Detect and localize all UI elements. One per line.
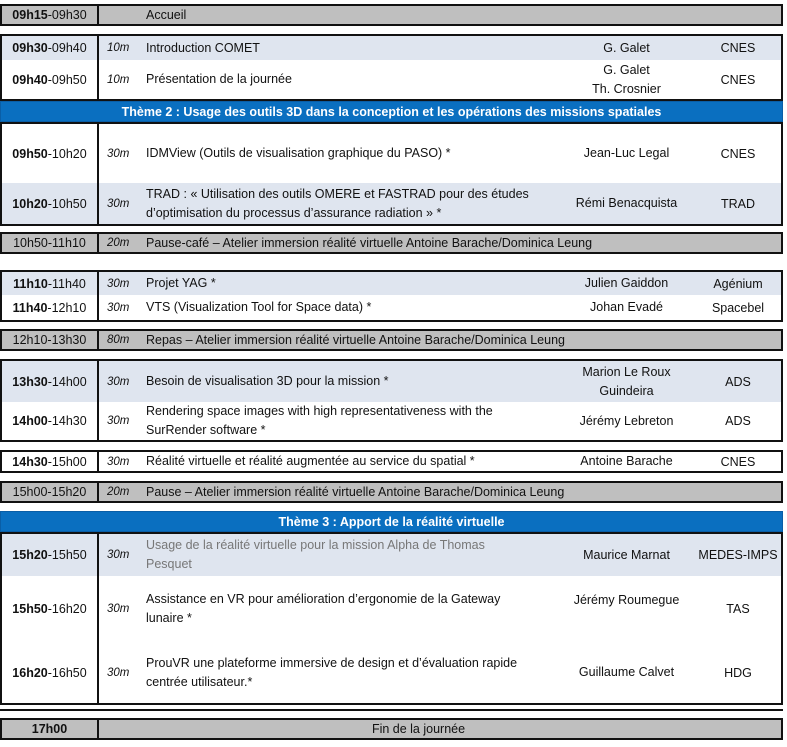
time-end: -10h20 <box>47 146 87 161</box>
session-title: Réalité virtuelle et réalité augmentée au service du spatial * <box>146 454 475 468</box>
time-end: -09h50 <box>47 72 87 87</box>
duration: 80m <box>107 334 130 346</box>
time-cell <box>2 452 99 471</box>
table-row <box>2 60 781 99</box>
time-cell <box>2 183 99 224</box>
time-start: 09h40 <box>12 72 48 87</box>
table-row <box>2 124 781 183</box>
speaker-line: Jérémy Roumegue <box>573 592 680 607</box>
time-start: 13h30 <box>12 374 48 389</box>
duration: 30m <box>107 666 130 679</box>
session-title: Introduction COMET <box>146 40 260 55</box>
speaker-line: Guindeira <box>599 383 654 398</box>
table-row <box>2 183 781 224</box>
time-start: 10h20 <box>12 196 48 211</box>
table-row <box>2 361 781 402</box>
session-title: Pause-café – Atelier immersion réalité virtuelle Antoine Barache/Dominica Leung <box>146 235 593 250</box>
speaker <box>558 576 695 642</box>
speaker: Guillaume Calvet <box>578 665 675 679</box>
time-cell <box>2 272 99 295</box>
table-row <box>2 36 781 60</box>
block-theme2 <box>0 122 783 226</box>
time-start: 09h15 <box>12 8 48 22</box>
time-start: 09h50 <box>12 146 48 161</box>
speaker <box>558 60 695 99</box>
organization: ADS <box>725 414 751 428</box>
theme-header: Thème 2 : Usage des outils 3D dans la conception et les opérations des missions spatiales <box>0 101 783 122</box>
time-cell <box>2 6 99 24</box>
block-pause <box>0 481 783 503</box>
speaker-line: Marion Le Roux <box>582 364 671 379</box>
title-line: lunaire * <box>146 611 192 625</box>
organization: CNES <box>720 72 756 87</box>
time-cell <box>2 534 99 576</box>
time-cell <box>2 60 99 99</box>
duration: 30m <box>107 197 130 210</box>
block-afternoon-2 <box>0 450 783 473</box>
time-start: 11h40 <box>12 300 48 315</box>
table-row <box>2 534 781 576</box>
table-row <box>2 452 781 471</box>
organization: CNES <box>720 146 756 161</box>
session-title: Repas – Atelier immersion réalité virtuelle Antoine Barache/Dominica Leung <box>146 332 565 347</box>
organization: MEDES-IMPS <box>698 548 778 562</box>
speaker <box>558 361 695 402</box>
table-row <box>2 483 781 501</box>
block-theme3 <box>0 532 783 705</box>
time-start: 09h30 <box>12 41 48 55</box>
title-line: ProuVR une plateforme immersive de design et d’évaluation rapide <box>146 655 518 670</box>
speaker: Jérémy Lebreton <box>579 413 674 428</box>
time-end: -09h40 <box>47 41 87 55</box>
speaker: Jean-Luc Legal <box>583 146 670 160</box>
table-row <box>2 234 781 252</box>
speaker: Rémi Benacquista <box>575 196 678 210</box>
title-line: SurRender software * <box>146 423 266 437</box>
block-tools <box>0 270 783 322</box>
session-title: IDMView (Outils de visualisation graphique du PASO) * <box>146 146 451 160</box>
duration: 30m <box>107 147 130 160</box>
time-end: -14h00 <box>47 374 87 389</box>
table-row <box>2 576 781 642</box>
session-title <box>146 642 558 703</box>
organization: TAS <box>726 602 750 616</box>
time-end: -09h30 <box>47 8 87 22</box>
speaker-line: Th. Crosnier <box>592 81 661 96</box>
divider <box>0 709 783 711</box>
time-cell <box>2 36 99 60</box>
session-title: Présentation de la journée <box>146 72 292 86</box>
time-end: -10h50 <box>47 196 87 211</box>
session-title <box>146 183 558 224</box>
time-cell <box>2 124 99 183</box>
block-intro <box>0 34 783 101</box>
session-title: Projet YAG * <box>146 276 216 290</box>
time-start: 16h20 <box>12 665 48 680</box>
session-title: VTS (Visualization Tool for Space data) * <box>146 300 372 314</box>
organization: CNES <box>720 41 756 55</box>
table-row <box>2 402 781 440</box>
title-line: Rendering space images with high representativeness with the <box>146 404 493 418</box>
speaker: Maurice Marnat <box>583 547 670 562</box>
session-title: Accueil <box>146 7 187 22</box>
duration: 30m <box>107 455 130 468</box>
block-accueil <box>0 4 783 26</box>
title-line: d’optimisation du processus d’assurance radiation » * <box>146 205 442 220</box>
time-cell <box>2 361 99 402</box>
duration: 30m <box>107 415 130 427</box>
session-title: Besoin de visualisation 3D pour la mission * <box>146 374 389 388</box>
speaker: G. Galet <box>603 40 650 55</box>
duration: 30m <box>107 549 130 561</box>
table-row <box>2 6 781 24</box>
theme-header: Thème 3 : Apport de la réalité virtuelle <box>0 511 783 532</box>
time-start: 11h10 <box>13 276 48 291</box>
title-line: centrée utilisateur.* <box>146 674 253 689</box>
time-end: -16h20 <box>47 602 87 616</box>
block-end <box>0 718 783 740</box>
speaker-line: G. Galet <box>603 62 650 77</box>
duration: 10m <box>107 73 130 86</box>
time-start: 14h00 <box>12 414 48 428</box>
block-afternoon-1 <box>0 359 783 442</box>
session-title <box>146 576 558 642</box>
duration: 30m <box>107 301 130 314</box>
time-cell <box>2 402 99 440</box>
time-start: 15h50 <box>12 602 48 616</box>
table-row <box>2 272 781 295</box>
time-end: -14h30 <box>47 414 87 428</box>
title-line: Usage de la réalité virtuelle pour la mission Alpha de Thomas <box>146 538 485 552</box>
duration: 30m <box>107 603 130 615</box>
organization: HDG <box>724 665 752 680</box>
time-end: -11h40 <box>47 276 86 291</box>
time-cell: 12h10-13h30 <box>2 331 99 349</box>
time-cell: 17h00 <box>2 720 99 738</box>
time-cell <box>2 642 99 703</box>
time-end: -15h00 <box>47 454 87 469</box>
speaker: Julien Gaiddon <box>584 276 669 290</box>
speaker: Antoine Barache <box>580 454 673 468</box>
table-row <box>2 642 781 703</box>
session-title <box>146 534 558 576</box>
time-cell: 15h00-15h20 <box>2 483 99 501</box>
block-pause-cafe <box>0 232 783 254</box>
time-cell <box>2 576 99 642</box>
duration: 30m <box>107 277 130 290</box>
session-title <box>146 402 558 440</box>
organization: ADS <box>725 374 751 389</box>
table-row <box>2 331 781 349</box>
duration: 30m <box>107 375 130 388</box>
duration: 20m <box>107 237 130 249</box>
organization: Agénium <box>713 276 763 291</box>
table-row <box>2 720 781 738</box>
block-repas <box>0 329 783 351</box>
time-end: -16h50 <box>47 665 87 680</box>
session-title: Fin de la journée <box>371 721 466 736</box>
title-line: TRAD : « Utilisation des outils OMERE et FASTRAD pour des études <box>146 186 529 201</box>
time-cell <box>2 295 99 320</box>
time-cell: 10h50-11h10 <box>2 234 99 252</box>
time-start: 14h30 <box>12 454 48 469</box>
organization: TRAD <box>720 196 756 211</box>
title-line: Pesquet <box>146 557 192 571</box>
table-row <box>2 295 781 320</box>
speaker: Johan Evadé <box>590 300 663 314</box>
duration: 10m <box>107 42 130 54</box>
duration: 20m <box>107 486 130 498</box>
organization: CNES <box>720 454 756 469</box>
organization: Spacebel <box>711 300 765 315</box>
time-end: -15h50 <box>47 548 87 562</box>
title-line: Assistance en VR pour amélioration d’ergonomie de la Gateway <box>146 592 501 606</box>
time-start: 15h20 <box>12 548 48 562</box>
session-title: Pause – Atelier immersion réalité virtuelle Antoine Barache/Dominica Leung <box>146 484 565 499</box>
time-end: -12h10 <box>47 300 87 315</box>
